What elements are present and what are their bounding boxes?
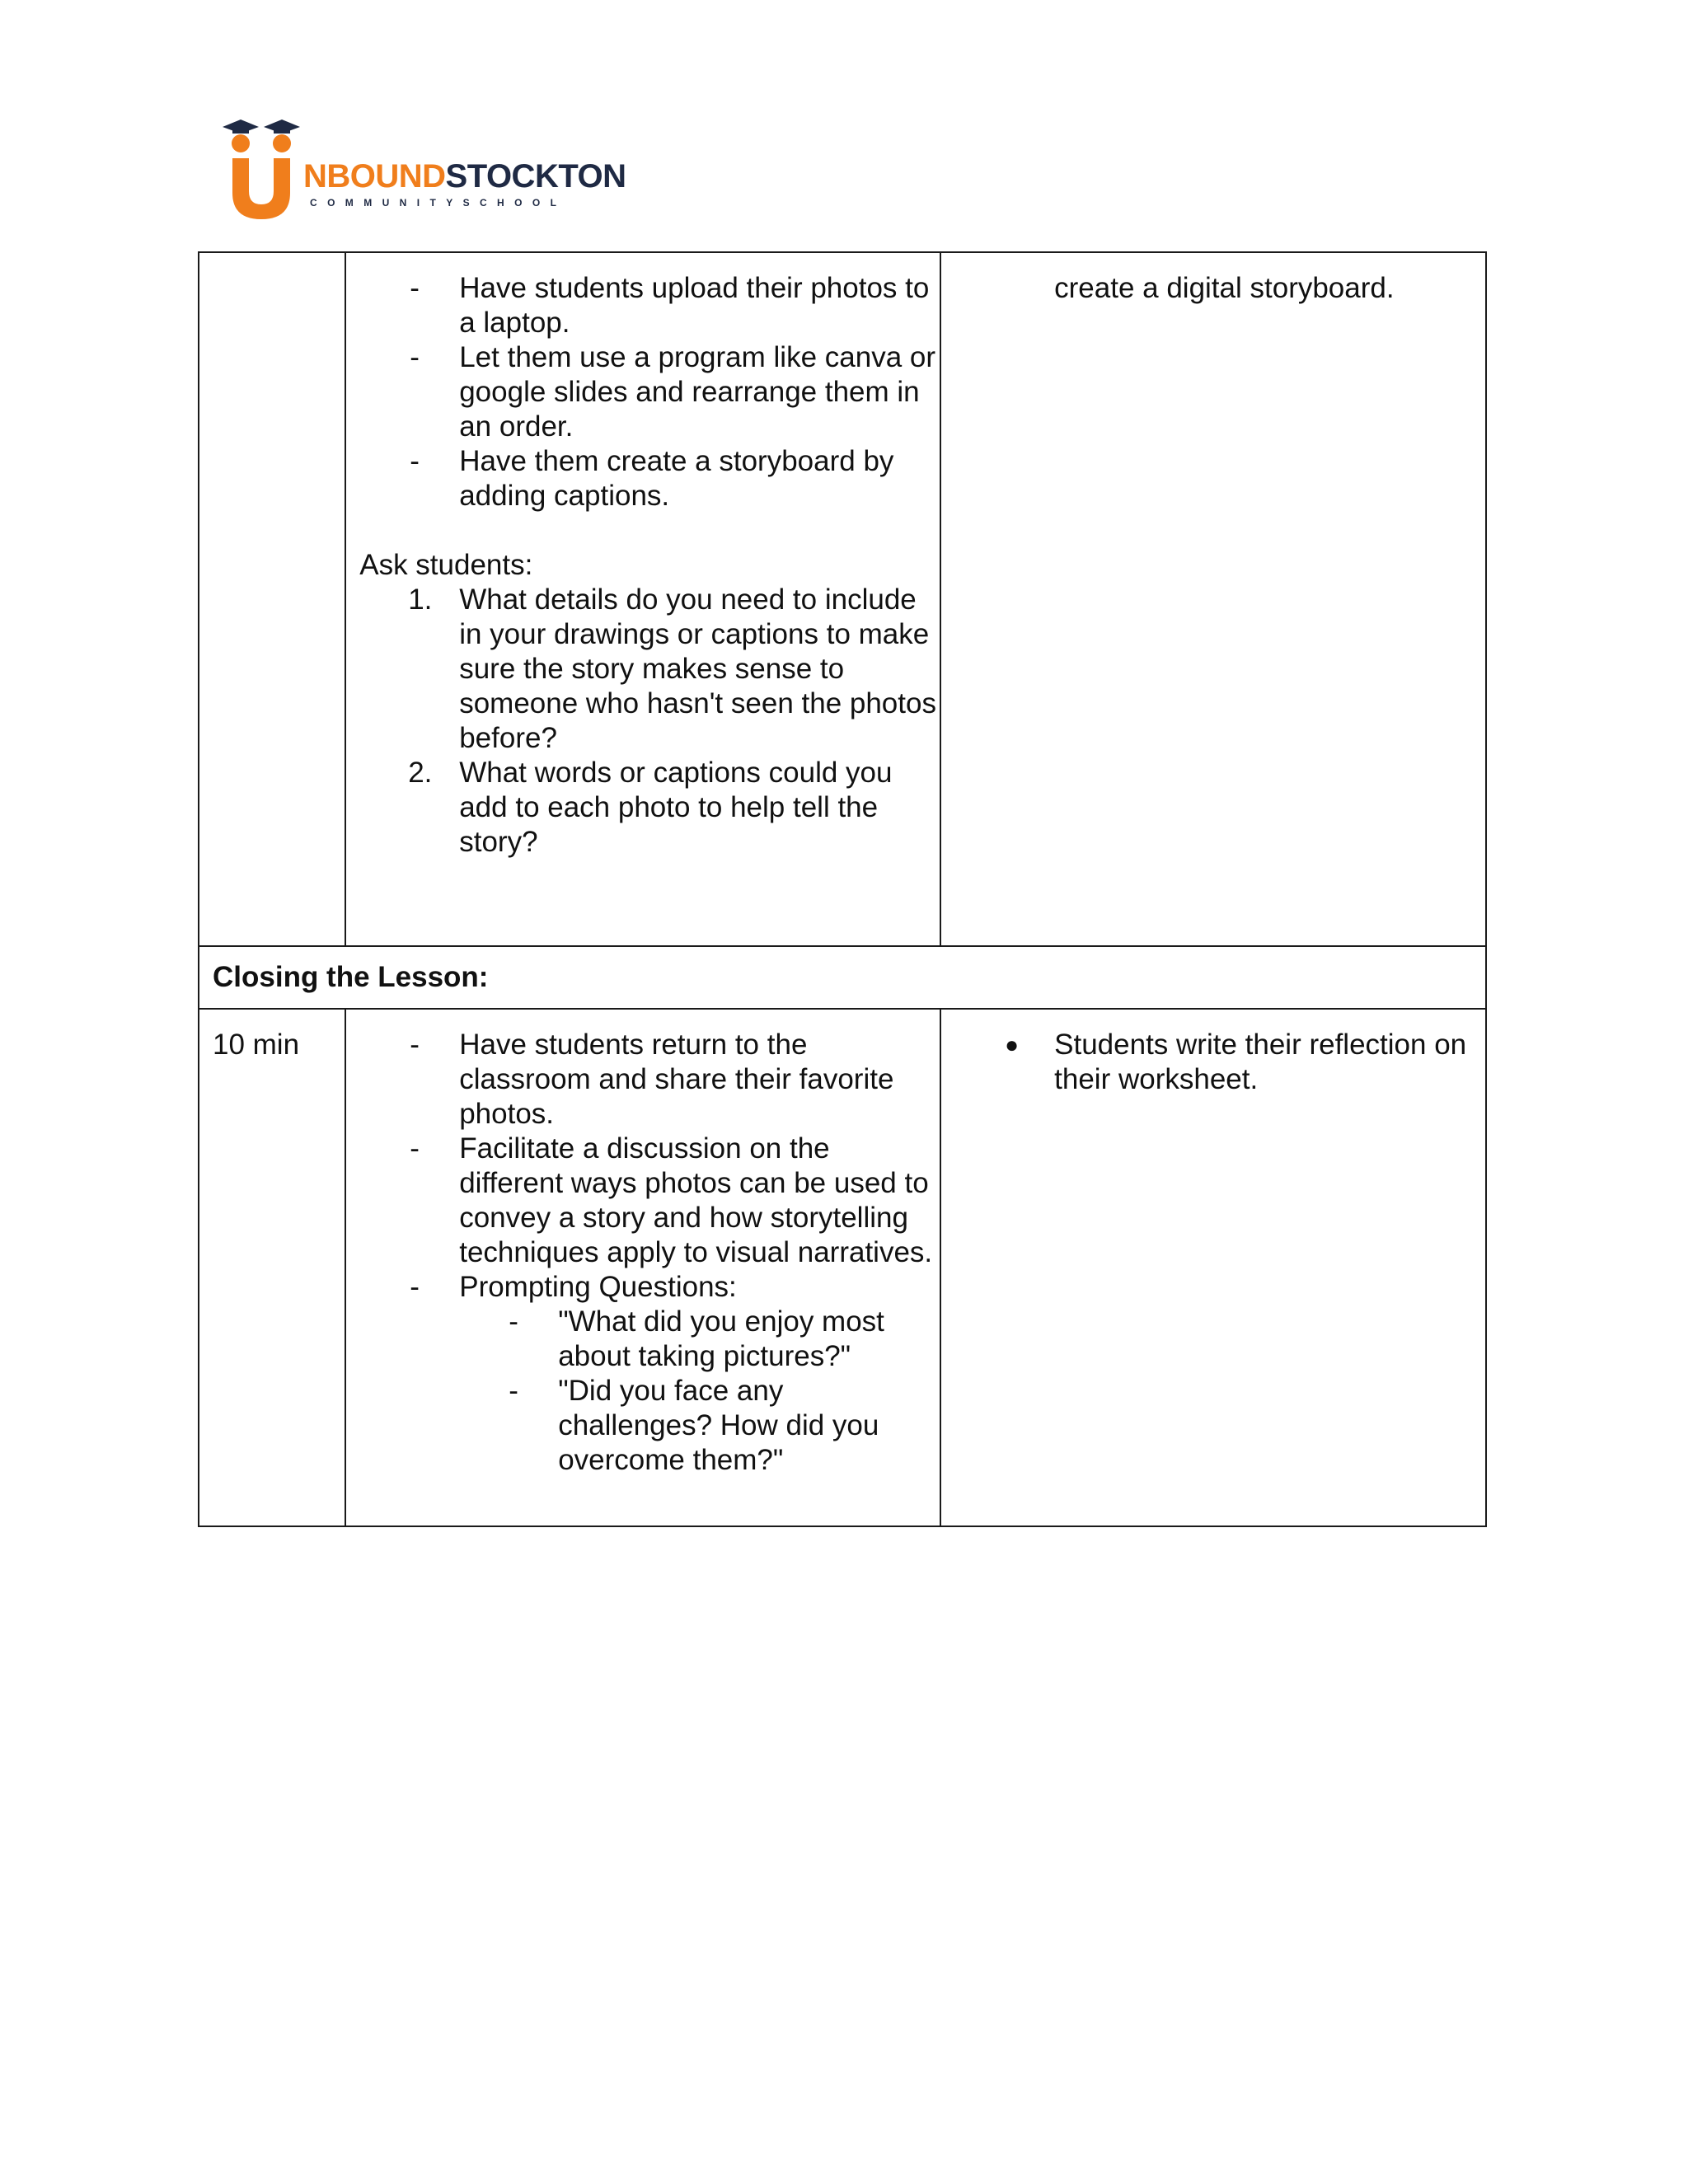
list-item: - "What did you enjoy most about taking pictures?"	[509, 1305, 884, 1372]
list-item: - Have students upload their photos to a laptop.	[410, 272, 930, 339]
time-cell: 10 min	[199, 1009, 345, 1526]
logo-wordmark: NBOUNDSTOCKTON	[303, 158, 626, 194]
list-item: - Have students return to the classroom and share their favorite photos.	[410, 1029, 894, 1130]
activity-list	[346, 1028, 940, 1305]
list-item: ● Students write their reflection on their worksheet.	[1005, 1029, 1467, 1095]
outcome-cell	[940, 1009, 1486, 1526]
list-item: - Prompting Questions:	[410, 1271, 737, 1303]
list-item: 2. What words or captions could you add to each photo to help tell the story?	[408, 757, 893, 858]
graduates-u-icon	[221, 117, 303, 224]
list-item: - "Did you face any challenges? How did you overcome them?"	[509, 1375, 879, 1476]
time-cell	[199, 252, 345, 946]
activity-list	[346, 271, 940, 513]
prompting-question-list	[346, 1305, 940, 1478]
table-row	[199, 1009, 1486, 1526]
outcome-cell	[940, 252, 1486, 946]
bullet-icon: ●	[1005, 1032, 1020, 1057]
list-item: - Let them use a program like canva or google slides and rearrange them in an order.	[410, 341, 936, 443]
activities-cell	[345, 252, 940, 946]
lesson-table	[198, 251, 1487, 1527]
table-row	[199, 252, 1486, 946]
logo-tagline: COMMUNITYSCHOOL	[310, 197, 567, 209]
list-item: - Have them create a storyboard by adding captions.	[410, 445, 894, 512]
list-item: - Facilitate a discussion on the different ways photos can be used to convey a story and how storytelling techniques apply to visual narratives.	[410, 1132, 933, 1268]
outcome-list	[941, 1028, 1485, 1097]
activities-cell	[345, 1009, 940, 1526]
ask-students-label: Ask students:	[359, 549, 533, 581]
section-title: Closing the Lesson:	[199, 946, 1486, 1009]
section-row	[199, 946, 1486, 1009]
outcome-text: create a digital storyboard.	[1054, 272, 1395, 304]
list-item: 1. What details do you need to include in your drawings or captions to make sure the story makes sense to someone who hasn't seen the photos before?	[408, 583, 936, 754]
logo	[221, 117, 626, 224]
question-list	[346, 583, 940, 860]
